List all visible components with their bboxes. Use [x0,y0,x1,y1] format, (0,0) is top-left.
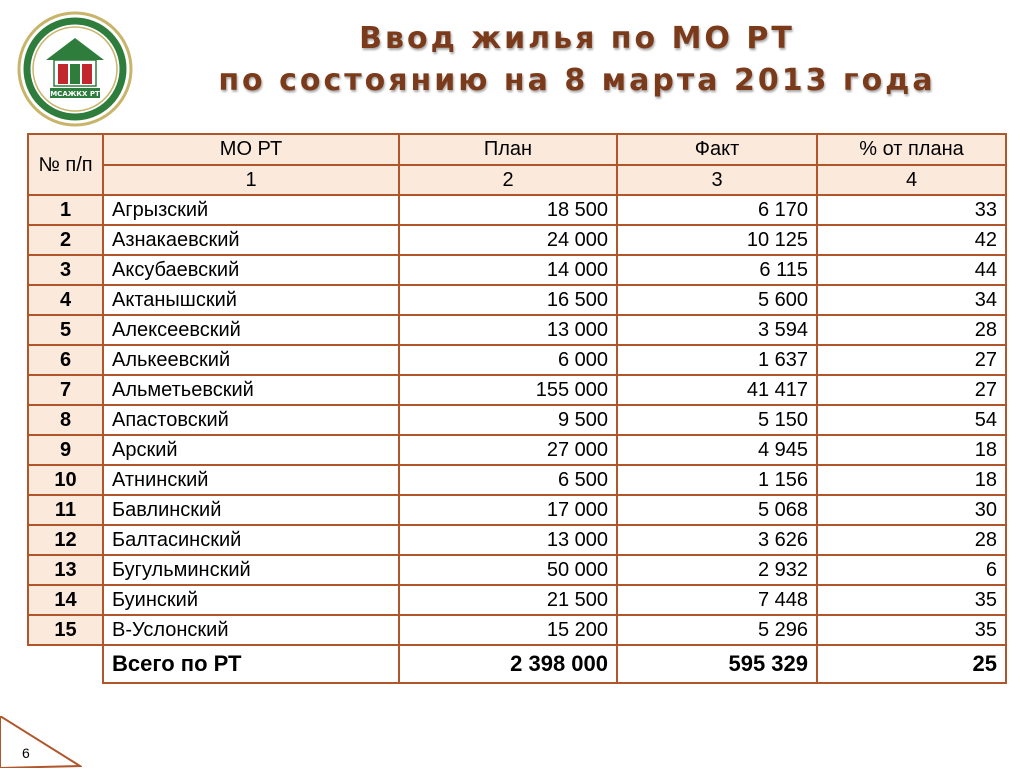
row-plan: 15 200 [399,615,617,645]
row-fact: 3 594 [617,315,817,345]
row-fact: 6 170 [617,195,817,225]
total-fact: 595 329 [617,645,817,683]
table-row [28,495,1006,525]
col-number-4: 4 [817,165,1006,195]
row-pct: 27 [817,345,1006,375]
total-pct: 25 [817,645,1006,683]
row-number: 4 [28,285,103,315]
row-mo-name: Алексеевский [103,315,399,345]
row-number: 2 [28,225,103,255]
row-pct: 28 [817,315,1006,345]
ministry-logo [16,10,134,128]
row-fact: 5 600 [617,285,817,315]
row-plan: 9 500 [399,405,617,435]
table-row [28,195,1006,225]
total-row [28,645,1006,683]
row-pct: 35 [817,615,1006,645]
row-mo-name: Агрызский [103,195,399,225]
row-plan: 24 000 [399,225,617,255]
row-mo-name: Бавлинский [103,495,399,525]
row-mo-name: Атнинский [103,465,399,495]
table-row [28,585,1006,615]
row-plan: 17 000 [399,495,617,525]
row-fact: 5 068 [617,495,817,525]
row-mo-name: Азнакаевский [103,225,399,255]
table-row [28,555,1006,585]
row-number: 8 [28,405,103,435]
table-row [28,255,1006,285]
total-label: Всего по РТ [103,645,399,683]
row-plan: 18 500 [399,195,617,225]
row-mo-name: В-Услонский [103,615,399,645]
row-number: 6 [28,345,103,375]
row-mo-name: Альметьевский [103,375,399,405]
row-number: 15 [28,615,103,645]
header-plan: План [399,134,617,165]
row-fact: 1 156 [617,465,817,495]
row-plan: 13 000 [399,315,617,345]
row-pct: 27 [817,375,1006,405]
row-number: 7 [28,375,103,405]
row-pct: 33 [817,195,1006,225]
row-fact: 6 115 [617,255,817,285]
row-number: 12 [28,525,103,555]
header-mo: МО РТ [103,134,399,165]
row-pct: 54 [817,405,1006,435]
total-blank-cell [28,645,103,683]
table-row [28,465,1006,495]
table-row [28,525,1006,555]
row-mo-name: Арский [103,435,399,465]
table-row [28,405,1006,435]
table-row [28,345,1006,375]
row-number: 5 [28,315,103,345]
row-mo-name: Бугульминский [103,555,399,585]
row-mo-name: Актанышский [103,285,399,315]
page-number: 6 [22,745,30,761]
logo-text: МСАЖКХ РТ [50,90,100,98]
title-line-2: по состоянию на 8 марта 2013 года [218,63,936,98]
row-plan: 27 000 [399,435,617,465]
page-corner-triangle [0,716,82,768]
table-row [28,435,1006,465]
row-pct: 35 [817,585,1006,615]
row-plan: 14 000 [399,255,617,285]
row-plan: 50 000 [399,555,617,585]
row-number: 1 [28,195,103,225]
table-row [28,285,1006,315]
row-pct: 30 [817,495,1006,525]
row-mo-name: Алькеевский [103,345,399,375]
col-number-3: 3 [617,165,817,195]
col-number-1: 1 [103,165,399,195]
row-number: 11 [28,495,103,525]
header-fact: Факт [617,134,817,165]
row-fact: 41 417 [617,375,817,405]
row-mo-name: Апастовский [103,405,399,435]
row-pct: 34 [817,285,1006,315]
row-number: 9 [28,435,103,465]
row-fact: 3 626 [617,525,817,555]
row-fact: 1 637 [617,345,817,375]
row-plan: 13 000 [399,525,617,555]
row-pct: 44 [817,255,1006,285]
row-plan: 6 000 [399,345,617,375]
row-fact: 5 296 [617,615,817,645]
row-fact: 10 125 [617,225,817,255]
table-row [28,315,1006,345]
table-row [28,225,1006,255]
table-row [28,375,1006,405]
table-row [28,615,1006,645]
header-pct: % от плана [817,134,1006,165]
header-num: № п/п [28,134,103,195]
housing-table [27,133,1007,684]
row-plan: 21 500 [399,585,617,615]
row-plan: 16 500 [399,285,617,315]
title-line-1: Ввод жилья по МО РТ [359,21,795,56]
row-fact: 7 448 [617,585,817,615]
page-title [150,18,1004,102]
row-pct: 6 [817,555,1006,585]
row-fact: 4 945 [617,435,817,465]
row-mo-name: Аксубаевский [103,255,399,285]
row-pct: 18 [817,465,1006,495]
row-pct: 28 [817,525,1006,555]
row-mo-name: Буинский [103,585,399,615]
row-fact: 5 150 [617,405,817,435]
row-number: 13 [28,555,103,585]
row-number: 3 [28,255,103,285]
row-plan: 155 000 [399,375,617,405]
row-number: 10 [28,465,103,495]
total-plan: 2 398 000 [399,645,617,683]
row-pct: 42 [817,225,1006,255]
row-plan: 6 500 [399,465,617,495]
row-mo-name: Балтасинский [103,525,399,555]
row-pct: 18 [817,435,1006,465]
row-fact: 2 932 [617,555,817,585]
row-number: 14 [28,585,103,615]
col-number-2: 2 [399,165,617,195]
